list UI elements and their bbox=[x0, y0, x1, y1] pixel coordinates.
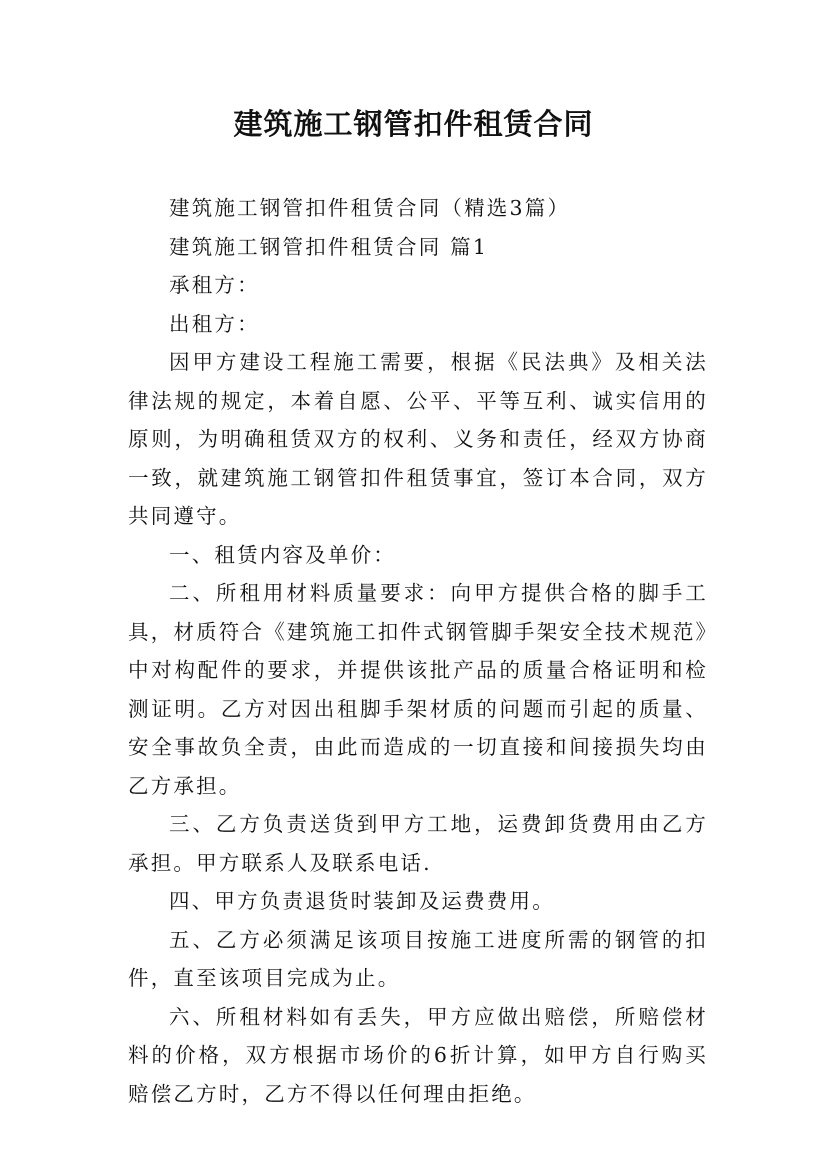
document-body bbox=[128, 189, 708, 1113]
document-title: 建筑施工钢管扣件租赁合同 bbox=[233, 107, 594, 141]
paragraph-lessee: 承租方： bbox=[169, 273, 260, 297]
paragraph-preamble: 因甲方建设工程施工需要，根据《民法典》及相关法律法规的规定，本着自愿、公平、平等互利、诚实信用的原则，为明确租赁双方的权利、义务和责任，经双方协商一致，就建筑施工钢管扣件租赁事宜，签订本合同，双方共同遵守。 bbox=[128, 350, 708, 528]
clause-1: 一、租赁内容及单价： bbox=[169, 542, 396, 567]
paragraph-section-heading: 建筑施工钢管扣件租赁合同 篇1 bbox=[169, 234, 489, 259]
paragraph-subtitle: 建筑施工钢管扣件租赁合同（精选3篇） bbox=[169, 196, 571, 220]
clause-5: 五、乙方必须满足该项目按施工进度所需的钢管的扣件，直至该项目完成为止。 bbox=[128, 927, 708, 990]
clause-6: 六、所租材料如有丢失，甲方应做出赔偿，所赔偿材料的价格，双方根据市场价的6折计算，如甲方自行购买赔偿乙方时，乙方不得以任何理由拒绝。 bbox=[128, 1004, 708, 1106]
clause-4: 四、甲方负责退货时装卸及运费费用。 bbox=[169, 889, 555, 913]
clause-2: 二、所租用材料质量要求：向甲方提供合格的脚手工具，材质符合《建筑施工扣件式钢管脚手架安全技术规范》中对构配件的要求，并提供该批产品的质量合格证明和检测证明。乙方对因出租脚手架材质的问题而引起的质量、安全事故负全责，由此而造成的一切直接和间接损失均由乙方承担。 bbox=[128, 581, 708, 798]
paragraph-lessor: 出租方： bbox=[169, 311, 260, 336]
clause-3: 三、乙方负责送货到甲方工地，运费卸货费用由乙方承担。甲方联系人及联系电话. bbox=[128, 812, 708, 875]
